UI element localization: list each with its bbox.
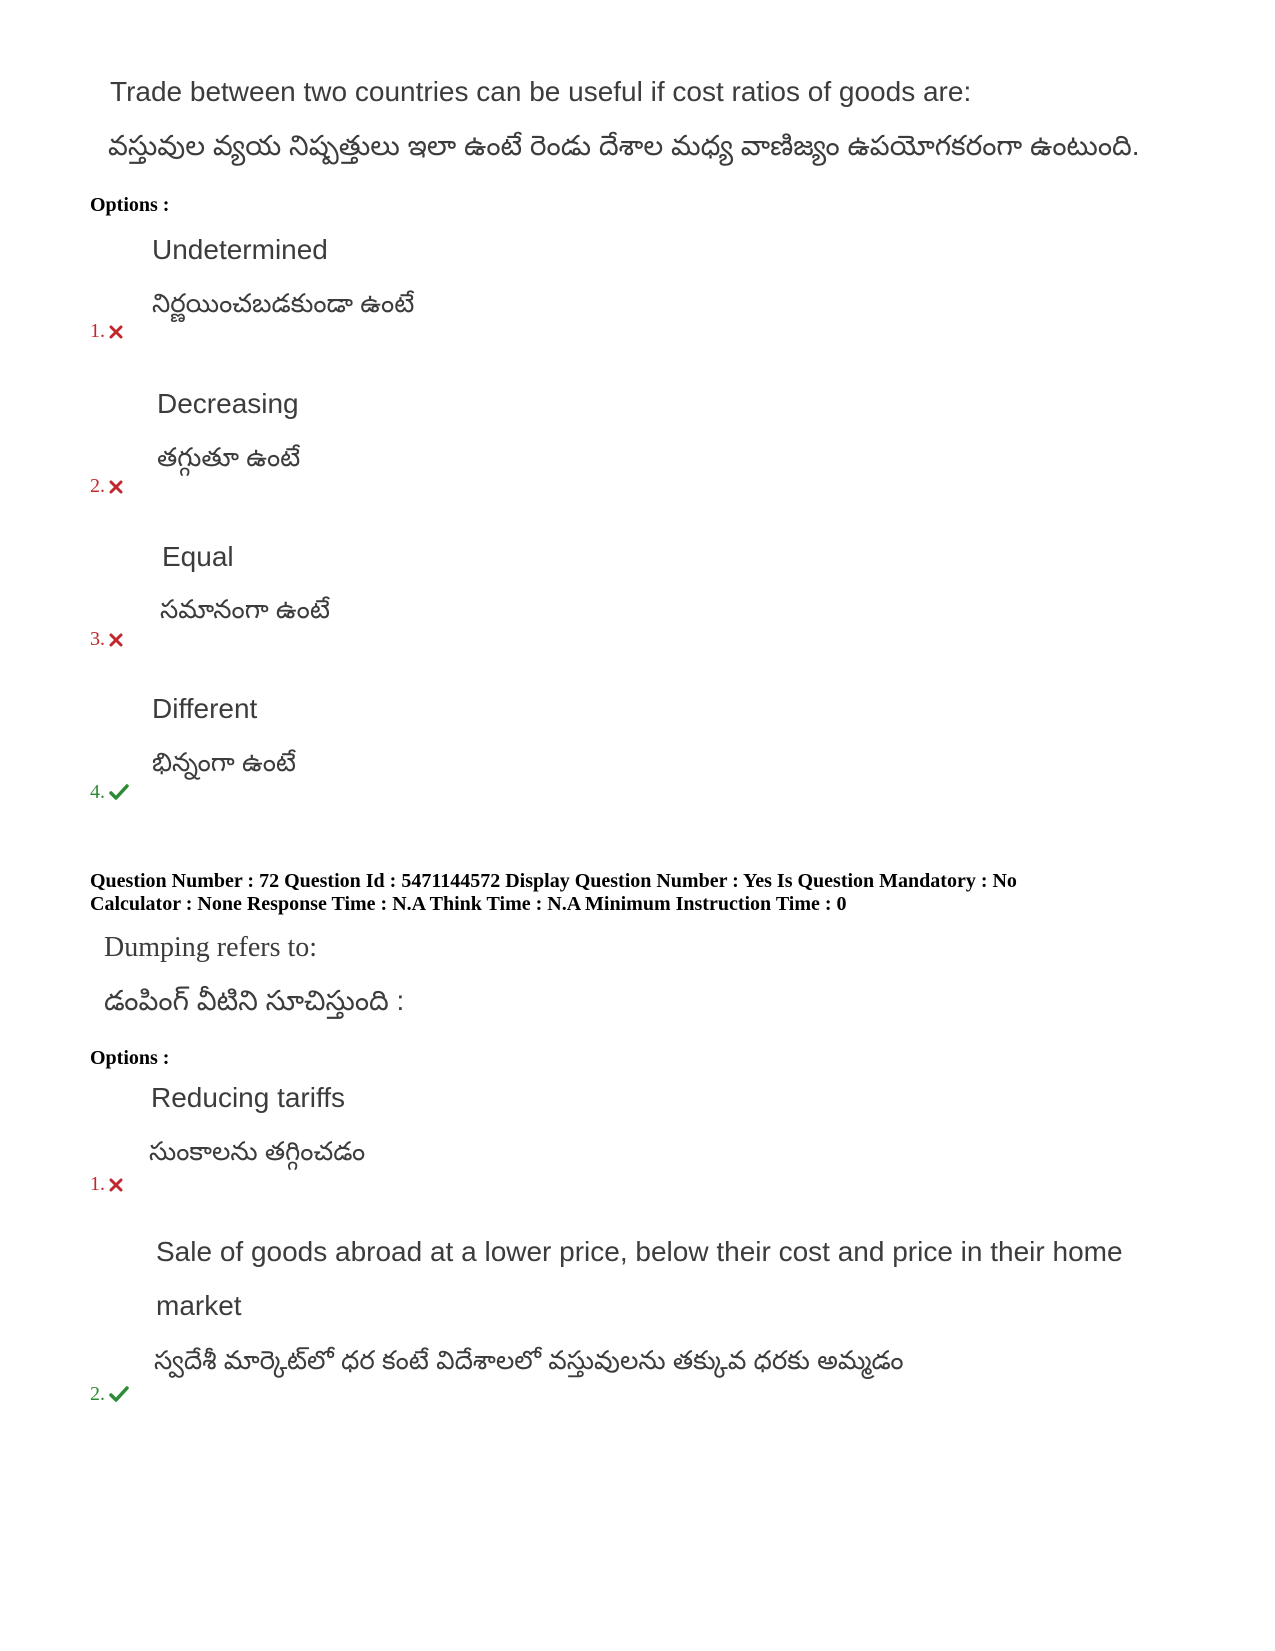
option-text-en-line2: market <box>156 1290 242 1321</box>
option-text-en: Decreasing <box>157 388 299 419</box>
options-label: Options : <box>90 194 170 216</box>
option-number <box>90 1383 129 1406</box>
option-number-label: 2. <box>90 1383 105 1405</box>
check-icon <box>109 781 129 804</box>
option-number-label: 1. <box>90 1173 105 1195</box>
cross-icon <box>109 628 123 651</box>
option-number-label: 3. <box>90 628 105 650</box>
option-number <box>90 628 123 651</box>
options-label: Options : <box>90 1047 170 1069</box>
option-text-te: సమానంగా ఉంటే <box>160 594 330 624</box>
option-number-label: 4. <box>90 781 105 803</box>
option-text-te: సుంకాలను తగ్గించడం <box>149 1136 366 1166</box>
question-text-te: డంపింగ్ వీటిని సూచిస్తుంది : <box>104 985 405 1016</box>
option-text-en: Undetermined <box>152 234 328 265</box>
option-number-label: 1. <box>90 320 105 342</box>
cross-icon <box>109 320 123 343</box>
option-text-te: తగ్గుతూ ఉంటే <box>157 442 301 472</box>
option-number <box>90 475 123 498</box>
check-icon <box>109 1383 129 1406</box>
option-text-en-line1: Sale of goods abroad at a lower price, below their cost and price in their home <box>156 1236 1123 1267</box>
option-number <box>90 781 129 804</box>
option-text-te: స్వదేశీ మార్కెట్‌లో ధర కంటే విదేశాలలో వస్తువులను తక్కువ ధరకు అమ్మడం <box>154 1345 904 1375</box>
cross-icon <box>109 1173 123 1196</box>
option-text-en: Reducing tariffs <box>151 1082 346 1113</box>
option-text-en: Different <box>152 693 258 724</box>
question-text-en: Trade between two countries can be useful if cost ratios of goods are: <box>110 76 972 107</box>
option-number <box>90 1173 123 1196</box>
option-text-te: నిర్ణయించబడకుండా ఉంటే <box>152 288 415 318</box>
question-text-te: వస్తువుల వ్యయ నిష్పత్తులు ఇలా ఉంటే రెండు దేశాల మధ్య వాణిజ్యం ఉపయోగకరంగా ఉంటుంది. <box>108 130 1140 161</box>
option-text-en: Equal <box>162 541 234 572</box>
question-text-en: Dumping refers to: <box>104 932 318 963</box>
option-number <box>90 320 123 343</box>
question-meta-line1: Question Number : 72 Question Id : 5471144572 Display Question Number : Yes Is Question Mandatory : No <box>90 870 1017 892</box>
cross-icon <box>109 475 123 498</box>
option-text-te: భిన్నంగా ఉంటే <box>152 747 296 777</box>
option-number-label: 2. <box>90 475 105 497</box>
question-meta-line2: Calculator : None Response Time : N.A Think Time : N.A Minimum Instruction Time : 0 <box>90 893 847 915</box>
